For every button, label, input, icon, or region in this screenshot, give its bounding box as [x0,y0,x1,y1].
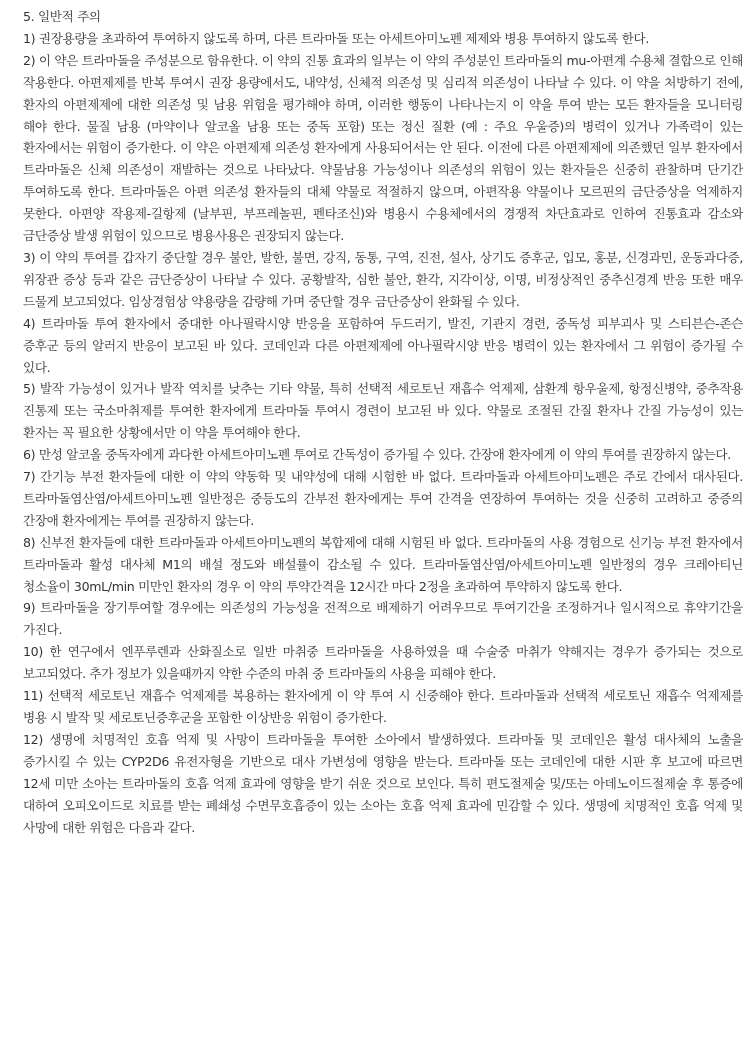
paragraph-8: 8) 신부전 환자들에 대한 트라마돌과 아세트아미노펜의 복합제에 대해 시험된 바 없다. 트라마돌의 사용 경험으로 신기능 부전 환자에서 트라마돌과 활성 대사체 M1의 배설 정도와 배설률이 감소될 수 있다. 트라마돌염산염/아세트아미노펜 일반정의 경우 크레아티닌 청소율이 30mL/min 미만인 환자의 경우 이 약의 투약간격을 12시간 마다 2정을 초과하여 투약하지 않도록 한다. [23,534,743,594]
paragraph-3: 3) 이 약의 투여를 갑자기 중단할 경우 불안, 발한, 불면, 강직, 동통, 구역, 진전, 설사, 상기도 증후군, 입모, 홍분, 신경과민, 운동과다증, 위장관 증상 등과 같은 금단증상이 나타날 수 있다. 공황발작, 심한 불안, 환각, 지각이상, 이명, 비정상적인 중추신경계 반응 또한 매우 드물게 보고되었다. 임상경험상 약용량을 감량해 가며 중단할 경우 금단증상이 완화될 수 있다. [23,249,743,309]
paragraph-10: 10) 한 연구에서 엔푸루렌과 산화질소로 일반 마취중 트라마돌을 사용하였을 때 수술중 마취가 약해지는 경우가 증가되는 것으로 보고되었다. 추가 정보가 있을때까지 약한 수준의 마취 중 트라마돌의 사용을 피해야 한다. [23,644,743,682]
paragraph-2: 2) 이 약은 트라마돌을 주성분으로 함유한다. 이 약의 진통 효과의 일부는 이 약의 주성분인 트라마돌의 mu-아편계 수용체 결합으로 인해 작용한다. 아편제제를 반복 투여시 권장 용량에서도, 내약성, 신체적 의존성 및 심리적 의존성이 나타날 수 있다. 이 약을 처방하기 전에, 환자의 아편제제에 대한 의존성 및 남용 위험을 평가해야 하며, 이러한 행동이 나타나는지 이 약을 투여 받는 모든 환자들을 모니터링 해야 한다. 물질 남용 (마약이나 알코올 남용 또는 중독 포함) 또는 정신 질환 (예 : 주요 우울증)의 병력이 있거나 가족력이 있는 환자에서는 위험이 증가한다. 이 약은 아편제제 의존성 환자에게 사용되어서는 안 된다. 이전에 다른 아편제제에 의존했던 일부 환자에서 트라마돌은 신체 의존성이 재발하는 것으로 나타났다. 약물남용 가능성이나 의존성의 위험이 있는 환자들은 신중히 관찰하며 단기간 투여하도록 한다. 트라마돌은 아편 의존성 환자들의 대체 약물로 적절하지 않으며, 아편작용 약물이나 모르핀의 금단증상을 억제하지 못한다. 아편양 작용제-길항제 (날부핀, 부프레놀핀, 펜타조신)와 병용시 수용체에서의 경쟁적 차단효과로 인하여 진통효과 감소와 금단증상 발생 위험이 있으므로 병용사용은 권장되지 않는다. [23,52,743,244]
paragraph-5: 5) 발작 가능성이 있거나 발작 역치를 낮추는 기타 약물, 특히 선택적 세로토닌 재흡수 억제제, 삼환계 항우울제, 항정신병약, 중추작용 진통제 또는 국소마취제를 투여한 환자에게 트라마돌 투여시 경련이 보고된 바 있다. 약물로 조절된 간질 환자나 간질 가능성이 있는 환자는 꼭 필요한 상황에서만 이 약을 투여해야 한다. [23,381,743,441]
paragraph-1: 1) 권장용량을 초과하여 투여하지 않도록 하며, 다른 트라마돌 또는 아세트아미노펜 제제와 병용 투여하지 않도록 한다. [23,30,650,46]
paragraph-12: 12) 생명에 치명적인 호흡 억제 및 사망이 트라마돌을 투여한 소아에서 발생하였다. 트라마돌 및 코데인은 활성 대사체의 노출을 증가시킬 수 있는 CYP2D6 유전자형을 기반으로 대사 가변성에 영향을 받는다. 트라마돌 또는 코데인에 대한 시판 후 보고에 따르면 12세 미만 소아는 트라마돌의 호흡 억제 효과에 영향을 받기 쉬운 것으로 보인다. 특히 편도절제술 및/또는 아데노이드절제술 후 통증에 대하여 오피오이드로 치료를 받는 폐쇄성 수면무호흡증이 있는 소아는 호흡 억제 효과에 민감할 수 있다. 생명에 치명적인 호흡 억제 및 사망에 대한 위험은 다음과 같다. [23,731,743,835]
paragraph-6: 6) 만성 알코올 중독자에게 과다한 아세트아미노펜 투여로 간독성이 증가될 수 있다. 간장애 환자에게 이 약의 투여를 권장하지 않는다. [23,447,731,463]
section-title: 5. 일반적 주의 [23,9,101,24]
paragraph-4: 4) 트라마돌 투여 환자에서 중대한 아나필락시양 반응을 포함하여 두드러기, 발진, 기관지 경련, 중독성 피부괴사 및 스티븐슨-존슨 증후군 등의 알러지 반응이 보고된 바 있다. 코데인과 다른 아편제제에 아나필락시양 반응 병력이 있는 환자에서 그 위험이 증가될 수 있다. [23,315,743,375]
paragraph-9: 9) 트라마돌을 장기투여할 경우에는 의존성의 가능성을 전적으로 배제하기 어려우므로 투여기간을 조정하거나 일시적으로 휴약기간을 가진다. [23,600,743,638]
paragraph-7: 7) 간기능 부전 환자들에 대한 이 약의 약동학 및 내약성에 대해 시험한 바 없다. 트라마돌과 아세트아미노펜은 주로 간에서 대사된다. 트라마돌염산염/아세트아미노펜 일반정은 중등도의 간부전 환자에게는 투여 간격을 연장하여 투여하는 것을 신중히 고려하고 중증의 간장애 환자에게는 투여를 권장하지 않는다. [23,469,743,528]
paragraph-11: 11) 선택적 세로토닌 재흡수 억제제를 복용하는 환자에게 이 약 투여 시 신중해야 한다. 트라마돌과 선택적 세로토닌 재흡수 억제제를 병용 시 발작 및 세로토닌증후군을 포함한 이상반응 위험이 증가한다. [23,688,743,725]
